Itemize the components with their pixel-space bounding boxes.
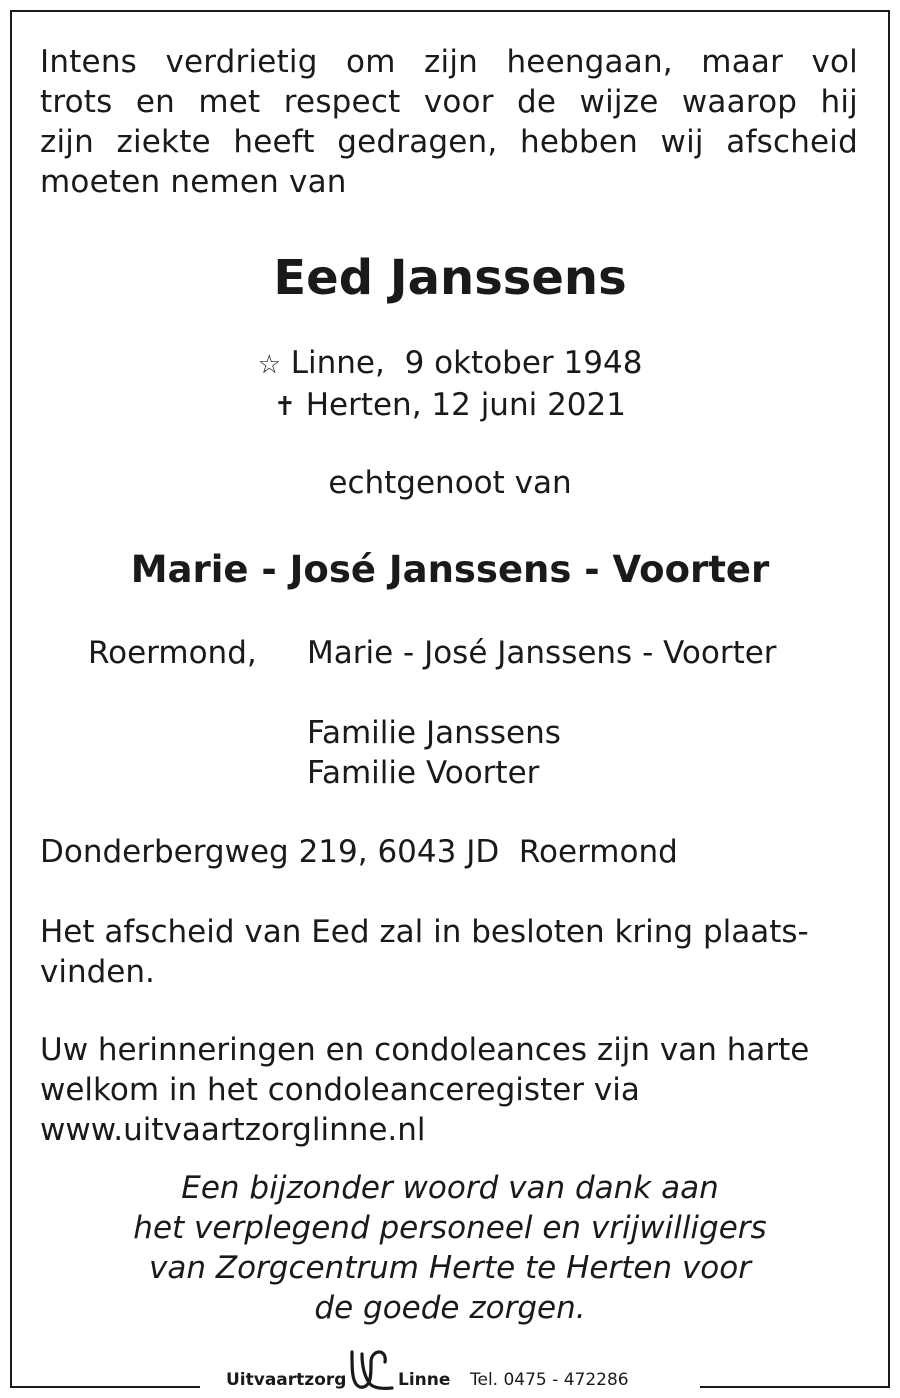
signatory-name: Familie Voorter [307, 755, 540, 791]
brand-name-left: Uitvaartzorg [226, 1370, 347, 1390]
thanks-line: van Zorgcentrum Herte te Herten voor [148, 1250, 751, 1286]
death-date: Herten, 12 juni 2021 [305, 387, 626, 423]
uitvaartzorg-linne-logo-icon [342, 1348, 398, 1392]
thanks-line: Een bijzonder woord van dank aan [181, 1170, 719, 1206]
phone-number: Tel. 0475 - 472286 [470, 1370, 629, 1390]
condolence-website: www.uitvaartzorglinne.nl [40, 1112, 426, 1148]
intro-line: trots en met respect voor de wijze waarop hij [40, 84, 858, 120]
intro-paragraph [40, 42, 858, 202]
cross-icon: ✝ [274, 392, 296, 422]
star-icon: ☆ [257, 350, 281, 380]
signatory-name: Marie - José Janssens - Voorter [307, 635, 777, 671]
intro-line: moeten nemen van [40, 164, 347, 200]
correspondence-address: Donderbergweg 219, 6043 JD Roermond [40, 834, 678, 870]
signatory-names [307, 633, 777, 793]
deceased-name: Eed Janssens [273, 250, 627, 306]
signatory-name: Familie Janssens [307, 715, 561, 751]
signatory-city: Roermond, [88, 635, 257, 671]
spouse-name: Marie - José Janssens - Voorter [130, 548, 770, 591]
thanks-line: het verplegend personeel en vrijwilligers [133, 1210, 767, 1246]
spacer [307, 673, 777, 713]
death-row [0, 385, 900, 427]
funeral-home-footer [200, 1346, 700, 1398]
spouse-intro: echtgenoot van [328, 465, 572, 501]
life-dates [0, 343, 900, 427]
farewell-line: Het afscheid van Eed zal in besloten kring plaats- [40, 914, 809, 950]
condolence-notice [40, 1030, 858, 1150]
brand-name-right: Linne [398, 1370, 451, 1390]
farewell-notice [40, 912, 858, 992]
condolence-line: welkom in het condoleanceregister via [40, 1072, 640, 1108]
birth-row [0, 343, 900, 385]
birth-date: Linne, 9 oktober 1948 [290, 345, 643, 381]
intro-line: zijn ziekte heeft gedragen, hebben wij afscheid [40, 124, 858, 160]
farewell-line: vinden. [40, 954, 155, 990]
intro-line: Intens verdrietig om zijn heengaan, maar vol [40, 44, 858, 80]
thanks-line: de goede zorgen. [314, 1290, 586, 1326]
thanks-note [0, 1168, 900, 1328]
condolence-line: Uw herinneringen en condoleances zijn van harte [40, 1032, 810, 1068]
